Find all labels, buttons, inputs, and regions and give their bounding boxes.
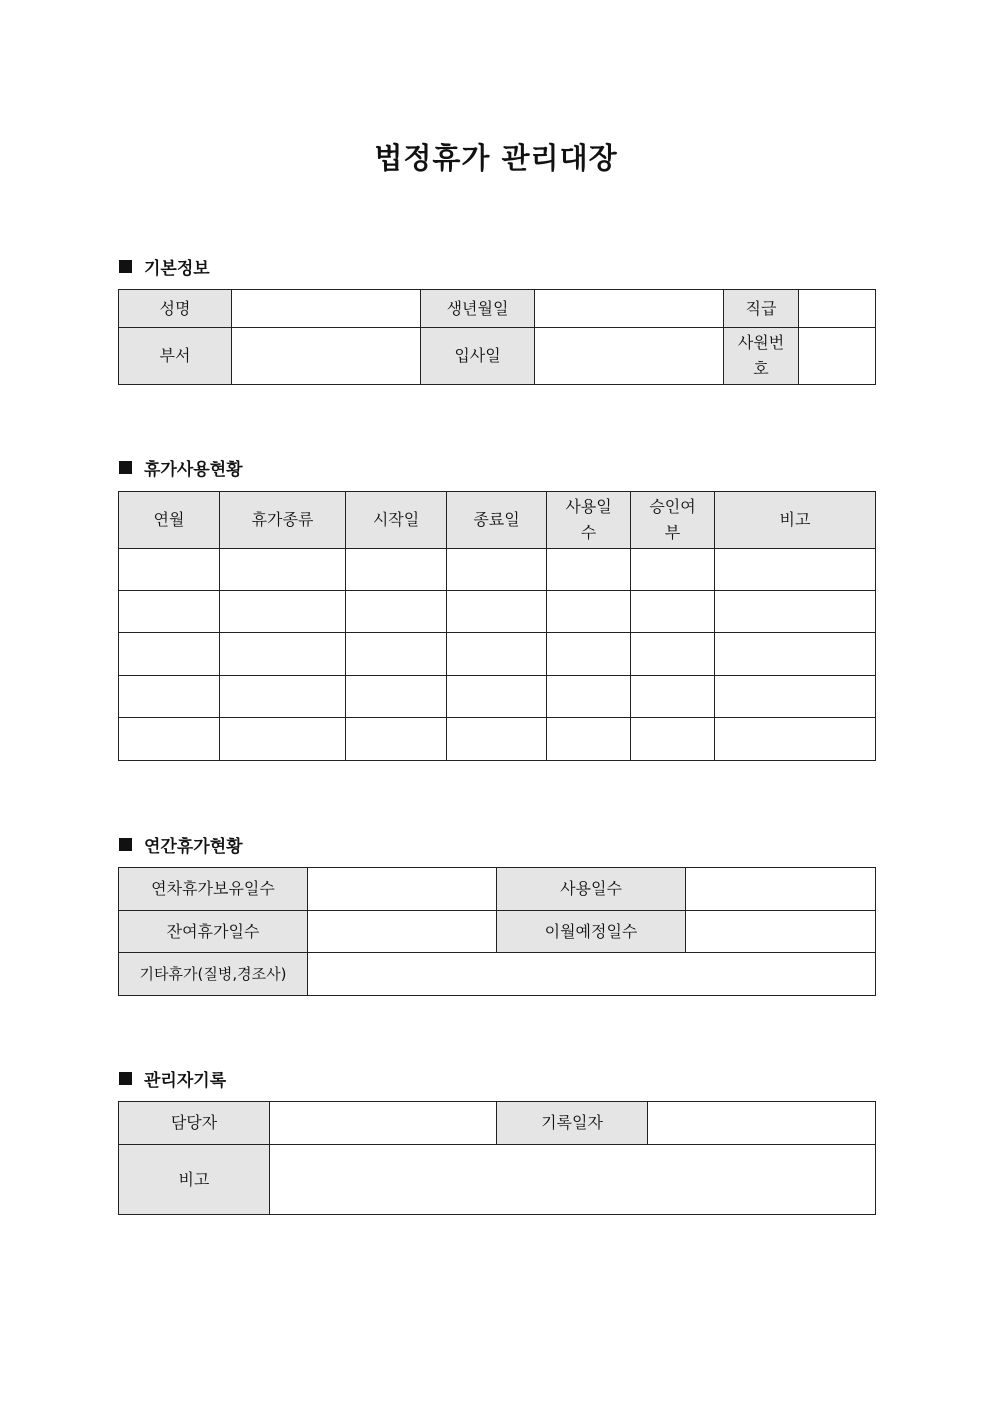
col-header-year-month: 연월: [119, 492, 220, 549]
section-manager-record: [119, 1066, 226, 1091]
col-header-note: 비고: [715, 492, 876, 549]
note-label: 비고: [119, 1145, 270, 1215]
annual-leave-table: [118, 867, 876, 996]
approval-cell[interactable]: [631, 676, 715, 718]
end-date-cell[interactable]: [447, 591, 547, 633]
manager-record-table: [118, 1101, 876, 1215]
document-title: 법정휴가 관리대장: [374, 141, 618, 175]
approval-cell[interactable]: [631, 549, 715, 591]
section-leave-usage: [119, 455, 243, 480]
birth-field[interactable]: [535, 290, 724, 328]
start-date-cell[interactable]: [346, 549, 447, 591]
section-bullet-icon: [119, 461, 132, 474]
rank-label: 직급: [724, 290, 799, 328]
note-cell[interactable]: [715, 633, 876, 676]
other-leave-field[interactable]: [308, 953, 876, 996]
year-month-cell[interactable]: [119, 591, 220, 633]
held-days-field[interactable]: [308, 868, 497, 911]
days-used-cell[interactable]: [547, 591, 631, 633]
leave-type-cell[interactable]: [220, 676, 346, 718]
basic-info-table: [118, 289, 876, 385]
start-date-cell[interactable]: [346, 591, 447, 633]
held-days-label: 연차휴가보유일수: [119, 868, 308, 911]
start-date-cell[interactable]: [346, 718, 447, 761]
year-month-cell[interactable]: [119, 633, 220, 676]
col-header-days-used: 사용일수: [547, 492, 631, 549]
record-date-label: 기록일자: [497, 1102, 648, 1145]
manager-field[interactable]: [270, 1102, 497, 1145]
days-used-cell[interactable]: [547, 676, 631, 718]
table-row: [119, 591, 876, 633]
table-row: [119, 549, 876, 591]
table-row: [119, 676, 876, 718]
year-month-cell[interactable]: [119, 549, 220, 591]
other-leave-label: 기타휴가(질병,경조사): [119, 953, 308, 996]
used-days-label: 사용일수: [497, 868, 686, 911]
note-cell[interactable]: [715, 676, 876, 718]
start-date-cell[interactable]: [346, 676, 447, 718]
section-heading: 기본정보: [144, 259, 210, 279]
manager-label: 담당자: [119, 1102, 270, 1145]
end-date-cell[interactable]: [447, 633, 547, 676]
name-field[interactable]: [232, 290, 421, 328]
col-header-end-date: 종료일: [447, 492, 547, 549]
note-cell[interactable]: [715, 591, 876, 633]
end-date-cell[interactable]: [447, 549, 547, 591]
carry-over-days-field[interactable]: [686, 911, 876, 953]
section-heading: 휴가사용현황: [144, 460, 243, 480]
carry-over-days-label: 이월예정일수: [497, 911, 686, 953]
note-cell[interactable]: [715, 549, 876, 591]
col-header-approval: 승인여부: [631, 492, 715, 549]
rank-field[interactable]: [799, 290, 876, 328]
section-bullet-icon: [119, 838, 132, 851]
year-month-cell[interactable]: [119, 676, 220, 718]
leave-type-cell[interactable]: [220, 591, 346, 633]
record-date-field[interactable]: [648, 1102, 876, 1145]
used-days-field[interactable]: [686, 868, 876, 911]
approval-cell[interactable]: [631, 591, 715, 633]
remaining-days-label: 잔여휴가일수: [119, 911, 308, 953]
approval-cell[interactable]: [631, 718, 715, 761]
days-used-cell[interactable]: [547, 549, 631, 591]
join-date-field[interactable]: [535, 328, 724, 385]
days-used-cell[interactable]: [547, 633, 631, 676]
birth-label: 생년월일: [421, 290, 535, 328]
note-field[interactable]: [270, 1145, 876, 1215]
section-heading: 관리자기록: [144, 1071, 227, 1091]
col-header-leave-type: 휴가종류: [220, 492, 346, 549]
end-date-cell[interactable]: [447, 718, 547, 761]
approval-cell[interactable]: [631, 633, 715, 676]
dept-field[interactable]: [232, 328, 421, 385]
section-bullet-icon: [119, 260, 132, 273]
days-used-cell[interactable]: [547, 718, 631, 761]
emp-no-label: 사원번호: [724, 328, 799, 385]
section-annual-leave: [119, 832, 243, 857]
name-label: 성명: [119, 290, 232, 328]
table-row: [119, 633, 876, 676]
note-cell[interactable]: [715, 718, 876, 761]
join-date-label: 입사일: [421, 328, 535, 385]
section-heading: 연간휴가현황: [144, 837, 243, 857]
leave-type-cell[interactable]: [220, 633, 346, 676]
col-header-start-date: 시작일: [346, 492, 447, 549]
end-date-cell[interactable]: [447, 676, 547, 718]
section-bullet-icon: [119, 1072, 132, 1085]
remaining-days-field[interactable]: [308, 911, 497, 953]
year-month-cell[interactable]: [119, 718, 220, 761]
dept-label: 부서: [119, 328, 232, 385]
leave-usage-table: [118, 491, 876, 761]
leave-type-cell[interactable]: [220, 549, 346, 591]
section-basic-info: [119, 254, 210, 279]
leave-type-cell[interactable]: [220, 718, 346, 761]
emp-no-field[interactable]: [799, 328, 876, 385]
table-row: [119, 718, 876, 761]
start-date-cell[interactable]: [346, 633, 447, 676]
